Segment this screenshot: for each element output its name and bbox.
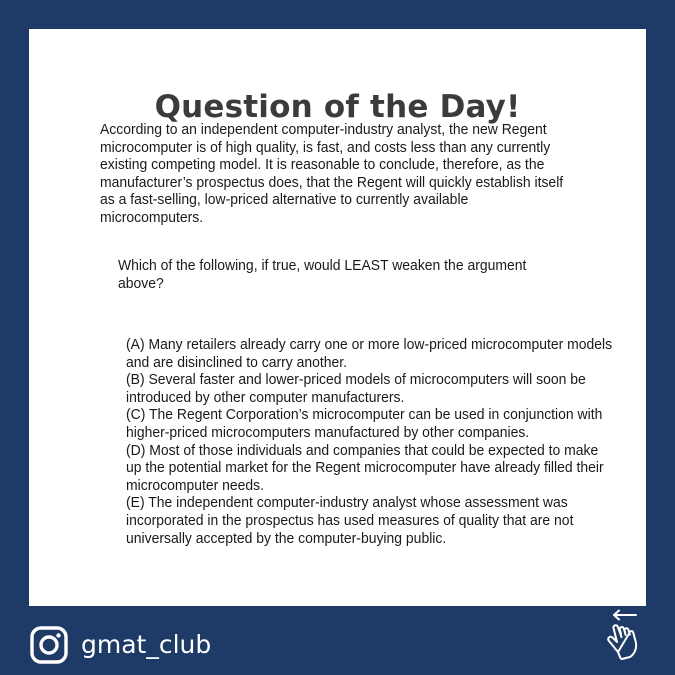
option-a: (A) Many retailers already carry one or more low-priced microcomputer models and are disinclined to carry another. (126, 336, 613, 371)
question-prompt: Which of the following, if true, would LEAST weaken the argument above? (118, 257, 527, 292)
option-e: (E) The independent computer-industry analyst whose assessment was incorporated in the prospectus has used measures of quality that are not universally accepted by the computer-buying public. (126, 494, 574, 547)
question-card (29, 29, 646, 606)
question-stem: According to an independent computer-industry analyst, the new Regent microcomputer is of high quality, is fast, and costs less than any currently existing competing model. It is reasonable to conclude, therefore, as the manufacturer’s prospectus does, that the Regent will quickly establish itself as a fast-selling, low-priced alternative to currently available microcomputers. (100, 121, 564, 226)
answer-options (126, 336, 614, 547)
option-c: (C) The Regent Corporation’s microcomputer can be used in conjunction with higher-priced microcomputers manufactured by other companies. (126, 406, 603, 441)
page-title: Question of the Day! (154, 89, 521, 125)
swipe-hand-icon (600, 608, 648, 664)
instagram-icon[interactable] (30, 626, 68, 664)
instagram-handle[interactable]: gmat_club (81, 630, 212, 659)
option-b: (B) Several faster and lower-priced models of microcomputers will soon be introduced by other computer manufacturers. (126, 371, 586, 406)
option-d: (D) Most of those individuals and companies that could be expected to make up the potential market for the Regent microcomputer have already filled their microcomputer needs. (126, 441, 604, 494)
